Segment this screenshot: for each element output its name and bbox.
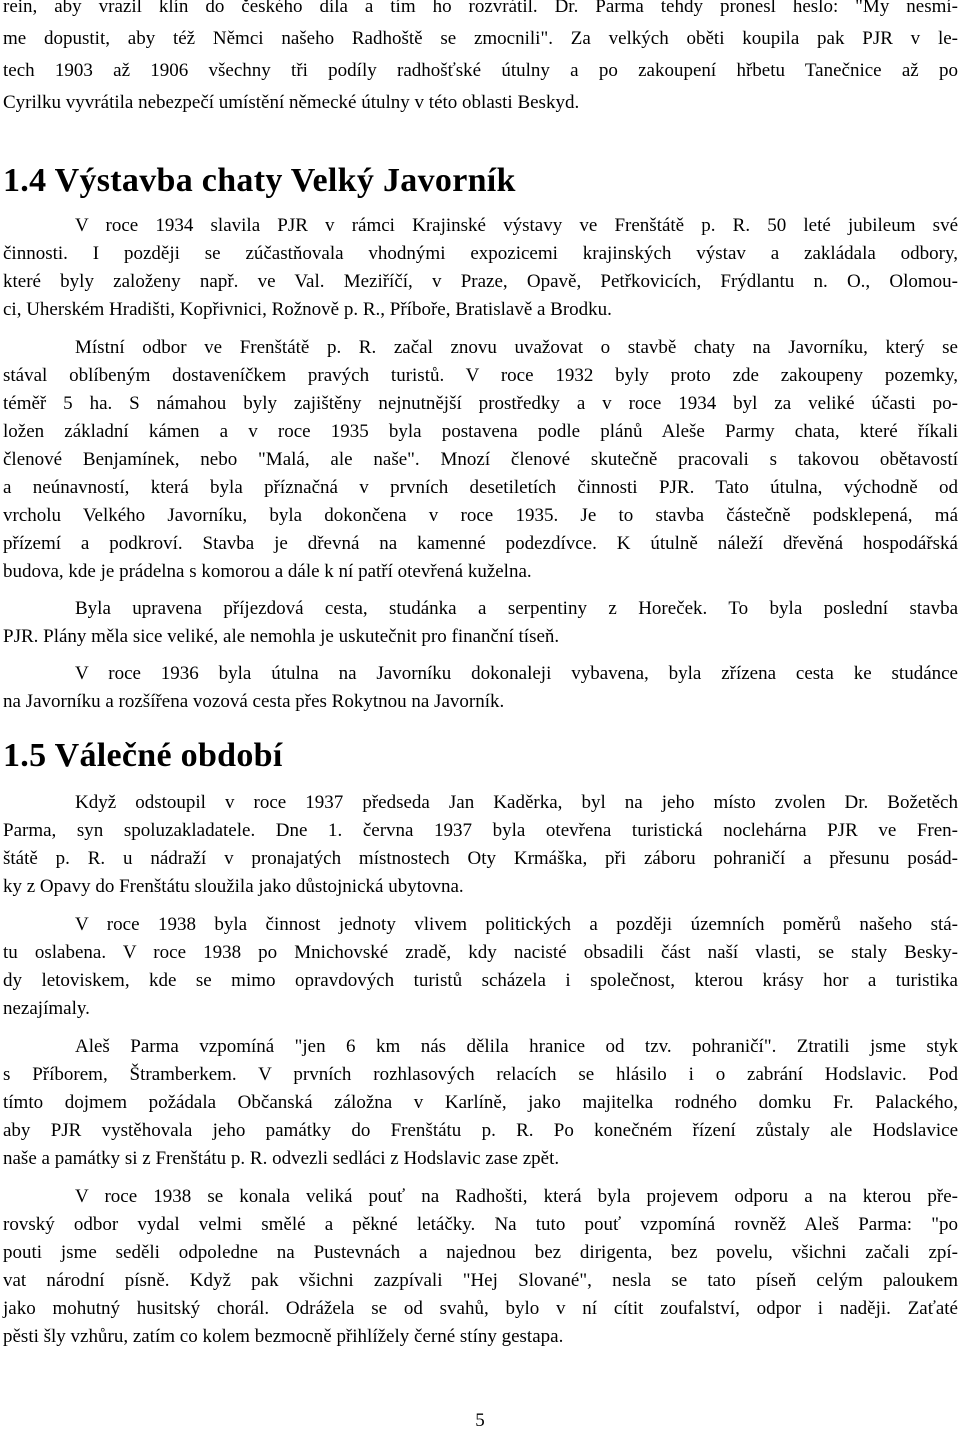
text-line: ci, Uherském Hradišti, Kopřivnici, Rožnově p. R., Příboře, Bratislavě a Brodku. [3, 299, 612, 320]
text-line: členové Benjamínek, nebo "Malá, ale naše". Mnozí členové skutečně pracovali s takovou obětavostí [3, 449, 958, 470]
text-line: Když odstoupil v roce 1937 předseda Jan Kaděrka, byl na jeho místo zvolen Dr. Božetěch [75, 792, 958, 813]
paragraph [3, 661, 958, 714]
text-line: téměř 5 ha. S námahou byly zajištěny nejnutnější prostředky a v roce 1934 byl za veliké účasti po- [3, 393, 958, 414]
paragraph [3, 335, 958, 584]
text-line: me dopustit, aby též Němci našeho Radhoště se zmocnili". Za velkých oběti koupila pak PJR v le- [3, 28, 958, 49]
text-line: přízemí a podkroví. Stavba je dřevná na kamenné podezdívce. K útulně náleží dřevěná hospodářská [3, 533, 958, 554]
text-line: tech 1903 až 1906 všechny tři podíly radhošťské útulny a po zakoupení hřbetu Tanečnice až po [3, 60, 958, 81]
text-line: jako mohutný husitský chorál. Odrážela se od svahů, bylo v ní cítit zoufalství, odpor i naději. Zaťaté [3, 1298, 958, 1319]
text-line: ky z Opavy do Frenštátu sloužila jako důstojnická ubytovna. [3, 876, 464, 897]
document-page [3, 0, 958, 1349]
intro-paragraph [3, 0, 958, 115]
text-line: Aleš Parma vzpomíná "jen 6 km nás dělila hranice od tzv. pohraničí". Ztratili jsme styk [75, 1036, 958, 1057]
text-line: vat národní písně. Když pak všichni zazpívali "Hej Slované", nesla se tato píseň celým paloukem [3, 1270, 958, 1291]
text-line: a neúnavností, která byla příznačná v prvních desetiletích činnosti PJR. Tato útulna, východně od [3, 477, 958, 498]
text-line: Byla upravena příjezdová cesta, studánka a serpentiny z Horeček. To byla poslední stavba [75, 598, 958, 619]
text-line: V roce 1936 byla útulna na Javorníku dokonaleji vybavena, byla zřízena cesta ke studánce [75, 663, 958, 684]
text-line: vrcholu Velkého Javorníku, byla dokončena v roce 1935. Je to stavba částečně podsklepená, má [3, 505, 958, 526]
text-line: V roce 1938 se konala veliká pouť na Radhošti, která byla projevem odporu a na kterou pře- [75, 1186, 958, 1207]
text-line: pěsti šly vzhůru, zatím co kolem bezmocně přihlížely černé stíny gestapa. [3, 1326, 564, 1347]
text-line: na Javorníku a rozšířena vozová cesta přes Rokytnou na Javorník. [3, 691, 505, 712]
text-line: které byly založeny např. ve Val. Meziříčí, v Praze, Opavě, Petřkovicích, Frýdlantu n. O., Olomou- [3, 271, 958, 292]
paragraph [3, 1034, 958, 1171]
text-line: tímto dojmem požádala Občanská záložna v Karlíně, jako majitelka rodného domku Fr. Palackého, [3, 1092, 958, 1113]
text-line: rein, aby vrazil klín do českého díla a tím ho rozvrátil. Dr. Parma tehdy pronesl heslo: "My nesmí- [3, 0, 958, 17]
text-line: naše a památky si z Frenštátu p. R. odvezli sedláci z Hodslavic zase zpět. [3, 1148, 560, 1169]
paragraph [3, 213, 958, 322]
text-line: PJR. Plány měla sice veliké, ale nemohla je uskutečnit pro finanční tíseň. [3, 626, 560, 647]
text-line: Místní odbor ve Frenštátě p. R. začal znovu uvažovat o stavbě chaty na Javorníku, který se [75, 337, 958, 358]
text-line: V roce 1938 byla činnost jednoty vlivem politických a později územních poměrů našeho stá- [75, 914, 958, 935]
text-line: s Příborem, Štramberkem. V prvních rozhlasových relacích se hlásilo i o zabrání Hodslavic. Pod [3, 1064, 958, 1085]
text-line: tu oslabena. V roce 1938 po Mnichovské zradě, kdy nacisté obsadili část naší vlasti, se staly Besky- [3, 942, 958, 963]
text-line: aby PJR vystěhovala jeho památky do Frenštátu p. R. Po konečném řízení zůstaly ale Hodslavice [3, 1120, 958, 1141]
section-heading-1-4: 1.4 Výstavba chaty Velký Javorník [3, 162, 516, 199]
text-line: nezajímaly. [3, 998, 90, 1019]
text-line: štátě p. R. u nádraží v pronajatých místnostech Oty Krmáška, při záboru pohraničí a přesunu posád- [3, 848, 958, 869]
text-line: Parma, syn spoluzakladatele. Dne 1. června 1937 byla otevřena turistická noclehárna PJR ve Fren- [3, 820, 958, 841]
paragraph [3, 790, 958, 899]
paragraph [3, 1184, 958, 1349]
text-line: Cyrilku vyvrátila nebezpečí umístění německé útulny v této oblasti Beskyd. [3, 92, 580, 113]
page-number: 5 [475, 1410, 485, 1431]
text-line: ložen základní kámen a v roce 1935 byla postavena podle plánů Aleše Parmy chata, které říkali [3, 421, 958, 442]
text-line: V roce 1934 slavila PJR v rámci Krajinské výstavy ve Frenštátě p. R. 50 leté jubileum své [75, 215, 958, 236]
text-line: rovský odbor vydal velmi smělé a pěkné letáčky. Na tuto pouť vzpomíná rovněž Aleš Parma: "po [3, 1214, 958, 1235]
paragraph [3, 596, 958, 649]
text-line: dy letoviskem, kde se mimo opravdových turistů scházela i společnost, kterou krásy hor a turistika [3, 970, 958, 991]
text-line: stával oblíbeným dostaveníčkem pravých turistů. V roce 1932 byly proto zde zakoupeny pozemky, [3, 365, 958, 386]
section-heading-1-5: 1.5 Válečné období [3, 737, 283, 774]
text-line: činnosti. I později se zúčastňovala vhodnými expozicemi krajinských výstav a zakládala odbory, [3, 243, 958, 264]
text-line: budova, kde je prádelna s komorou a dále k ní patří otevřená kuželna. [3, 561, 532, 582]
paragraph [3, 912, 958, 1021]
text-line: pouti jsme seděli odpoledne na Pustevnách a najednou bez dirigenta, bez povelu, všichni začali zpí- [3, 1242, 958, 1263]
